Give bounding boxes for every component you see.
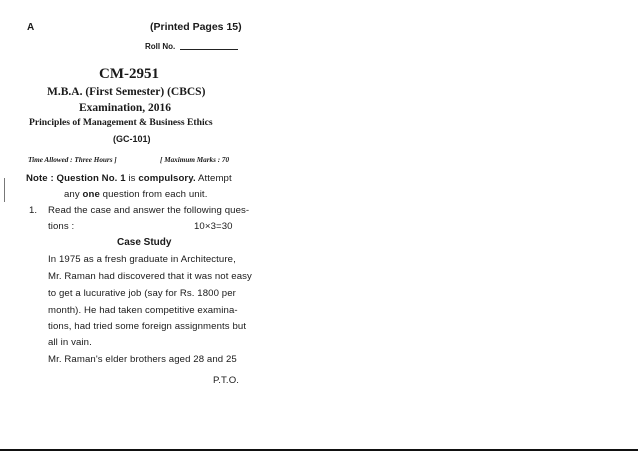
case-study-heading: Case Study [117,237,172,248]
programme-title: M.B.A. (First Semester) (CBCS) [47,86,206,98]
note-rest: question from each unit. [99,189,208,200]
note-line-1 [26,173,232,184]
case-line: Mr. Raman had discovered that it was not easy [48,271,252,282]
question-text-line-2: tions : [48,221,75,232]
maximum-marks: [ Maximum Marks : 70 [160,156,230,164]
case-line: Mr. Raman's elder brothers aged 28 and 25 [48,354,237,365]
bottom-border [0,449,638,451]
note-attempt: Attempt [195,173,232,184]
question-marks: 10×3=30 [194,221,233,232]
exam-code: CM-2951 [99,66,159,82]
pto-marker: P.T.O. [213,375,240,386]
case-line: all in vain. [48,337,92,348]
case-line: In 1975 as a fresh graduate in Architecture, [48,254,236,265]
case-line: to get a lucurative job (say for Rs. 1800 per [48,288,236,299]
question-text-line-1: Read the case and answer the following ques- [48,205,250,216]
roll-no-label: Roll No. [145,42,176,51]
session-title: Examination, 2016 [79,102,172,114]
note-any: any [64,189,83,200]
printed-pages: (Printed Pages 15) [150,21,242,33]
margin-mark [4,178,5,202]
roll-no-line [180,49,238,50]
case-line: month). He had taken competitive examina- [48,305,238,316]
note-question-no: Question No. 1 [56,173,126,184]
note-compulsory: compulsory. [138,173,196,184]
time-allowed: Time Allowed : Three Hours ] [28,156,117,164]
series-letter: A [27,22,35,33]
question-number: 1. [29,205,38,216]
note-text: is [125,173,139,184]
paper-title: Principles of Management & Business Ethics [29,117,213,128]
note-label: Note : [26,173,54,184]
note-line-2 [64,189,207,200]
paper-code: (GC-101) [113,134,151,144]
case-line: tions, had tried some foreign assignments but [48,321,247,332]
note-one: one [82,189,100,200]
